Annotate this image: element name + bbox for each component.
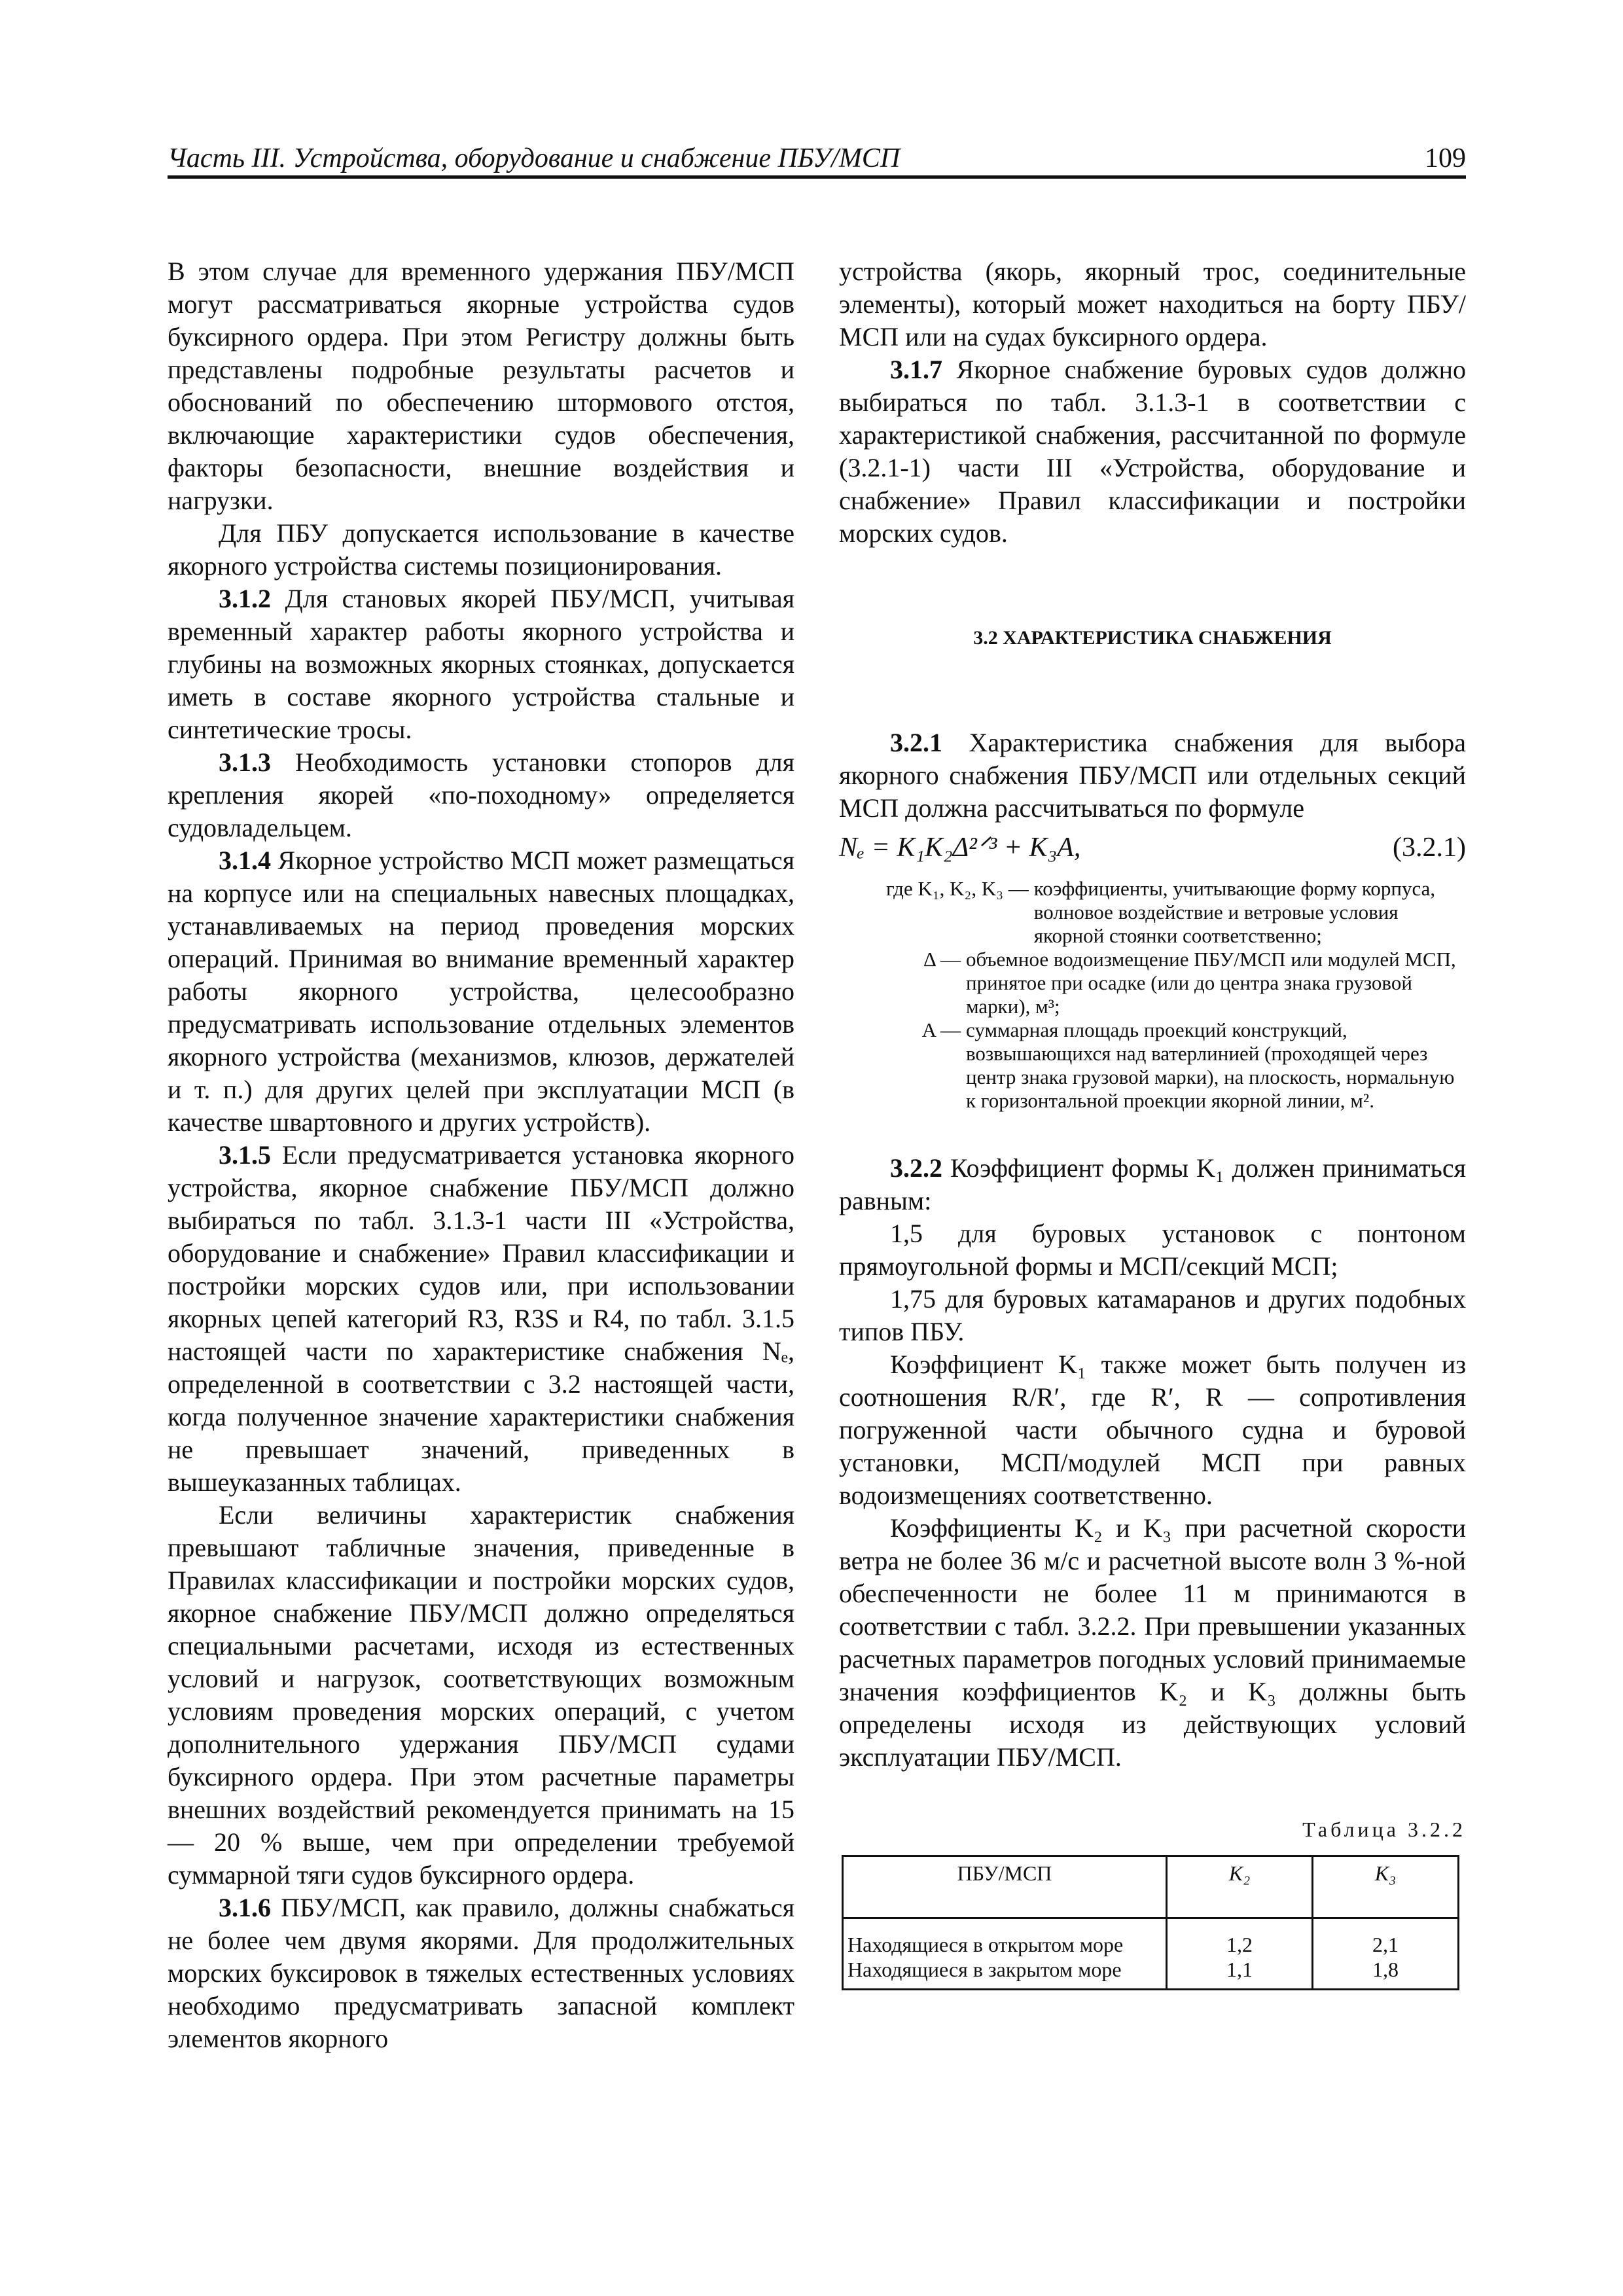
formula-number: (3.2.1) <box>1393 833 1466 863</box>
table-cell: 2,1 <box>1313 1918 1459 1958</box>
legend-label: где K₁, K₂, K₃ — <box>886 877 1029 900</box>
formula-expression: Nₑ = K₁K₂Δ²ᐟ³ + K₃A, <box>839 833 1081 863</box>
formula <box>839 831 1466 870</box>
left-column <box>168 255 794 2055</box>
paragraph-3-1-2: 3.1.2 Для становых якорей ПБУ/МСП, учитывая временный характер работы якорного устройства и глубины на возможных якорных стоянках, допускается иметь в составе якорного устройства стальные и синтетические тросы. <box>168 584 794 744</box>
table-cell: Находящиеся в закрытом море <box>843 1957 1167 1990</box>
paragraph-3-2-2: 3.2.2 Коэффициент формы K₁ должен приниматься равным: <box>839 1153 1466 1215</box>
formula-legend <box>839 877 1466 1113</box>
paragraph-3-1-4: 3.1.4 Якорное устройство МСП может размещаться на корпусе или на специальных навесных площадках, устанавливаемых на период проведения морских операций. Принимая во внимание временный характер работы якорного устройства, целесообразно предусматривать использование отдельных элементов якорного устройства (механизмов, клюзов, держателей и т. п.) для других целей при эксплуатации МСП (в качестве швартовного и других устройств). <box>168 846 794 1137</box>
table-cell: 1,1 <box>1167 1957 1313 1990</box>
legend-text: коэффициенты, учитывающие форму корпуса, волновое воздействие и ветровые условия якорной стоянки соответственно; <box>1033 877 1436 947</box>
legend-item <box>839 948 1466 1018</box>
legend-label: A — <box>921 1018 961 1041</box>
table-header: K₂ <box>1167 1856 1313 1918</box>
paragraph-3-1-5: 3.1.5 Если предусматривается установка якорного устройства, якорное снабжение ПБУ/МСП должно выбираться по табл. 3.1.3-1 части III «Устройства, оборудование и снабжение» Правил классификации и постройки морских судов или, при использовании якорных цепей категорий R3, R3S и R4, по табл. 3.1.5 настоящей части по характеристике снабжения Nₑ, определенной в соответствии с 3.2 настоящей части, когда полученное значение характеристики снабжения не превышает значений, приведенных в вышеуказанных таблицах. <box>168 1140 794 1497</box>
section-heading: 3.2 ХАРАКТЕРИСТИКА СНАБЖЕНИЯ <box>973 627 1332 649</box>
table-header-row <box>843 1856 1459 1918</box>
table-cell: 1,2 <box>1167 1918 1313 1958</box>
table-row <box>843 1918 1459 1958</box>
legend-text: суммарная площадь проекций конструкций, возвышающихся над ватерлинией (проходящей через центр знака грузовой марки), на плоскость, нормальную к горизонтальной проекции якорной линии, м². <box>966 1018 1455 1112</box>
header-title: Часть III. Устройства, оборудование и снабжение ПБУ/МСП <box>168 143 901 173</box>
right-column <box>839 255 1466 1990</box>
paragraph-3-1-6: 3.1.6 ПБУ/МСП, как правило, должны снабжаться не более чем двумя якорями. Для продолжительных морских буксировок в тяжелых естественных условиях необходимо предусматривать запасной комплект элементов якорного <box>168 1893 794 2053</box>
paragraph: В этом случае для временного удержания ПБУ/МСП могут рассматриваться якорные устройства судов буксирного ордера. При этом Регистру должны быть представлены подробные результаты расчетов и обоснований по обеспечению штормового отстоя, включающие характеристики судов обеспечения, факторы безопасности, внешние воздействия и нагрузки. <box>168 257 794 515</box>
paragraph: Коэффициенты K₂ и K₃ при расчетной скорости ветра не более 36 м/с и расчетной высоте волн 3 %-ной обеспеченности не более 11 м принимаются в соответствии с табл. 3.2.2. При превышении указанных расчетных параметров погодных условий принимаемые значения коэффициентов K₂ и K₃ должны быть определены исходя из действующих условий эксплуатации ПБУ/МСП. <box>839 1513 1466 1772</box>
page-header <box>168 136 1466 179</box>
table-caption: Таблица 3.2.2 <box>1302 1818 1466 1841</box>
paragraph-3-1-3: 3.1.3 Необходимость установки стопоров для крепления якорей «по-походному» определяется судовладельцем. <box>168 747 794 842</box>
paragraph: 1,5 для буровых установок с понтоном прямоугольной формы и МСП/секций МСП; <box>839 1219 1466 1281</box>
legend-item <box>839 1018 1466 1113</box>
table-cell: Находящиеся в открытом море <box>843 1918 1167 1958</box>
paragraph: Коэффициент K₁ также может быть получен из соотношения R/R′, где R′, R — сопротивления погруженной части обычного судна и буровой установки, МСП/модулей МСП при равных водоизмещениях соответственно. <box>839 1350 1466 1510</box>
paragraph: Если величины характеристик снабжения превышают табличные значения, приведенные в Правилах классификации и постройки морских судов, якорное снабжение ПБУ/МСП должно определяться специальными расчетами, исходя из естественных условий и нагрузок, соответствующих возможным условиям проведения морских операций, с учетом дополнительного удержания ПБУ/МСП судами буксирного ордера. При этом расчетные параметры внешних воздействий рекомендуется принимать на 15 — 20 % выше, чем при определении требуемой суммарной тяги судов буксирного ордера. <box>168 1500 794 1890</box>
legend-item <box>839 877 1466 948</box>
legend-label: Δ — <box>923 948 961 971</box>
paragraph: Для ПБУ допускается использование в качестве якорного устройства системы позиционирования. <box>168 518 794 581</box>
paragraph: устройства (якорь, якорный трос, соединительные элементы), который может находиться на борту ПБУ/МСП или на судах буксирного ордера. <box>839 257 1466 351</box>
page-number: 109 <box>1425 143 1466 173</box>
coefficients-table <box>842 1855 1459 1990</box>
paragraph: 1,75 для буровых катамаранов и других подобных типов ПБУ. <box>839 1284 1466 1346</box>
table-row <box>843 1957 1459 1990</box>
legend-text: объемное водоизмещение ПБУ/МСП или модулей МСП, принятое при осадке (или до центра знака грузовой марки), м³; <box>966 948 1456 1018</box>
paragraph-3-1-7: 3.1.7 Якорное снабжение буровых судов должно выбираться по табл. 3.1.3-1 в соответствии с характеристикой снабжения, рассчитанной по формуле (3.2.1-1) части III «Устройства, оборудование и снабжение» Правил классификации и постройки морских судов. <box>839 355 1466 548</box>
paragraph-3-2-1: 3.2.1 Характеристика снабжения для выбора якорного снабжения ПБУ/МСП или отдельных секций МСП должна рассчитываться по формуле <box>839 728 1466 823</box>
table-header: ПБУ/МСП <box>843 1856 1167 1918</box>
table-cell: 1,8 <box>1313 1957 1459 1990</box>
table-header: K₃ <box>1313 1856 1459 1918</box>
